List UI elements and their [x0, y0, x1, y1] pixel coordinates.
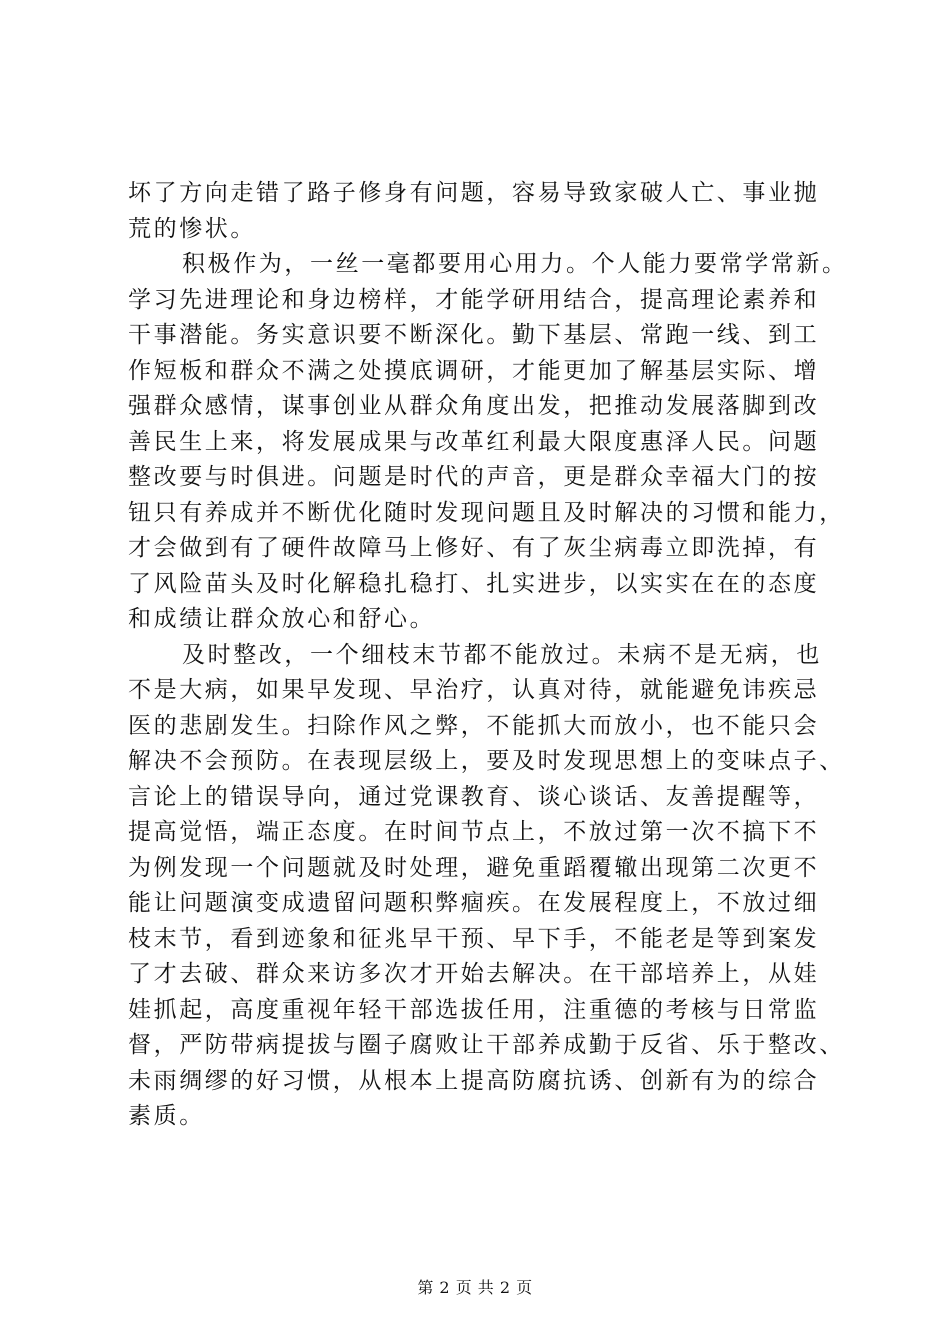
text-line: 学习先进理论和身边榜样，才能学研用结合，提高理论素养和 — [128, 286, 820, 313]
text-line: 钮只有养成并不断优化随时发现问题且及时解决的习惯和能力， — [128, 499, 845, 526]
text-line: 枝末节，看到迹象和征兆早干预、早下手，不能老是等到案发 — [128, 925, 820, 952]
text-line: 娃抓起，高度重视年轻干部选拔任用，注重德的考核与日常监 — [128, 996, 820, 1023]
text-line: 和成绩让群众放心和舒心。 — [128, 606, 436, 632]
text-line: 了风险苗头及时化解稳扎稳打、扎实进步，以实实在在的态度 — [128, 570, 820, 597]
page-number-label: 第 2 页 共 2 页 — [417, 1278, 533, 1297]
text-line: 素质。 — [128, 1103, 205, 1129]
paragraph-start-line: 及时整改，一个细枝末节都不能放过。未病不是无病，也 — [182, 641, 822, 668]
text-line: 督，严防带病提拔与圈子腐败让干部养成勤于反省、乐于整改、 — [128, 1032, 845, 1058]
text-line: 解决不会预防。在表现层级上，要及时发现思想上的变味点子、 — [128, 748, 845, 774]
text-line: 才会做到有了硬件故障马上修好、有了灰尘病毒立即洗掉，有 — [128, 535, 820, 561]
text-line: 荒的惨状。 — [128, 215, 256, 242]
body-text — [128, 176, 848, 1135]
text-line: 干事潜能。务实意识要不断深化。勤下基层、常跑一线、到工 — [128, 322, 820, 348]
text-line: 了才去破、群众来访多次才开始去解决。在干部培养上，从娃 — [128, 961, 820, 987]
text-line: 作短板和群众不满之处摸底调研，才能更加了解基层实际、增 — [128, 357, 820, 384]
text-line: 善民生上来，将发展成果与改革红利最大限度惠泽人民。问题 — [128, 428, 820, 455]
text-line: 言论上的错误导向，通过党课教育、谈心谈话、友善提醒等， — [128, 783, 820, 810]
text-line: 强群众感情，谋事创业从群众角度出发，把推动发展落脚到改 — [128, 393, 820, 419]
text-line: 医的悲剧发生。扫除作风之弊，不能抓大而放小，也不能只会 — [128, 712, 820, 739]
text-line: 未雨绸缪的好习惯，从根本上提高防腐抗诱、创新有为的综合 — [128, 1067, 820, 1094]
text-line: 整改要与时俱进。问题是时代的声音，更是群众幸福大门的按 — [128, 464, 820, 490]
text-line: 不是大病，如果早发现、早治疗，认真对待，就能避免讳疾忌 — [128, 677, 820, 703]
text-line: 提高觉悟，端正态度。在时间节点上，不放过第一次不搞下不 — [128, 819, 820, 845]
page-footer — [0, 1275, 950, 1298]
text-line: 能让问题演变成遗留问题积弊痼疾。在发展程度上，不放过细 — [128, 890, 820, 916]
text-line: 坏了方向走错了路子修身有问题，容易导致家破人亡、事业抛 — [128, 180, 820, 206]
paragraph-start-line: 积极作为，一丝一毫都要用心用力。个人能力要常学常新。 — [182, 251, 848, 277]
text-line: 为例发现一个问题就及时处理，避免重蹈覆辙出现第二次更不 — [128, 854, 820, 881]
